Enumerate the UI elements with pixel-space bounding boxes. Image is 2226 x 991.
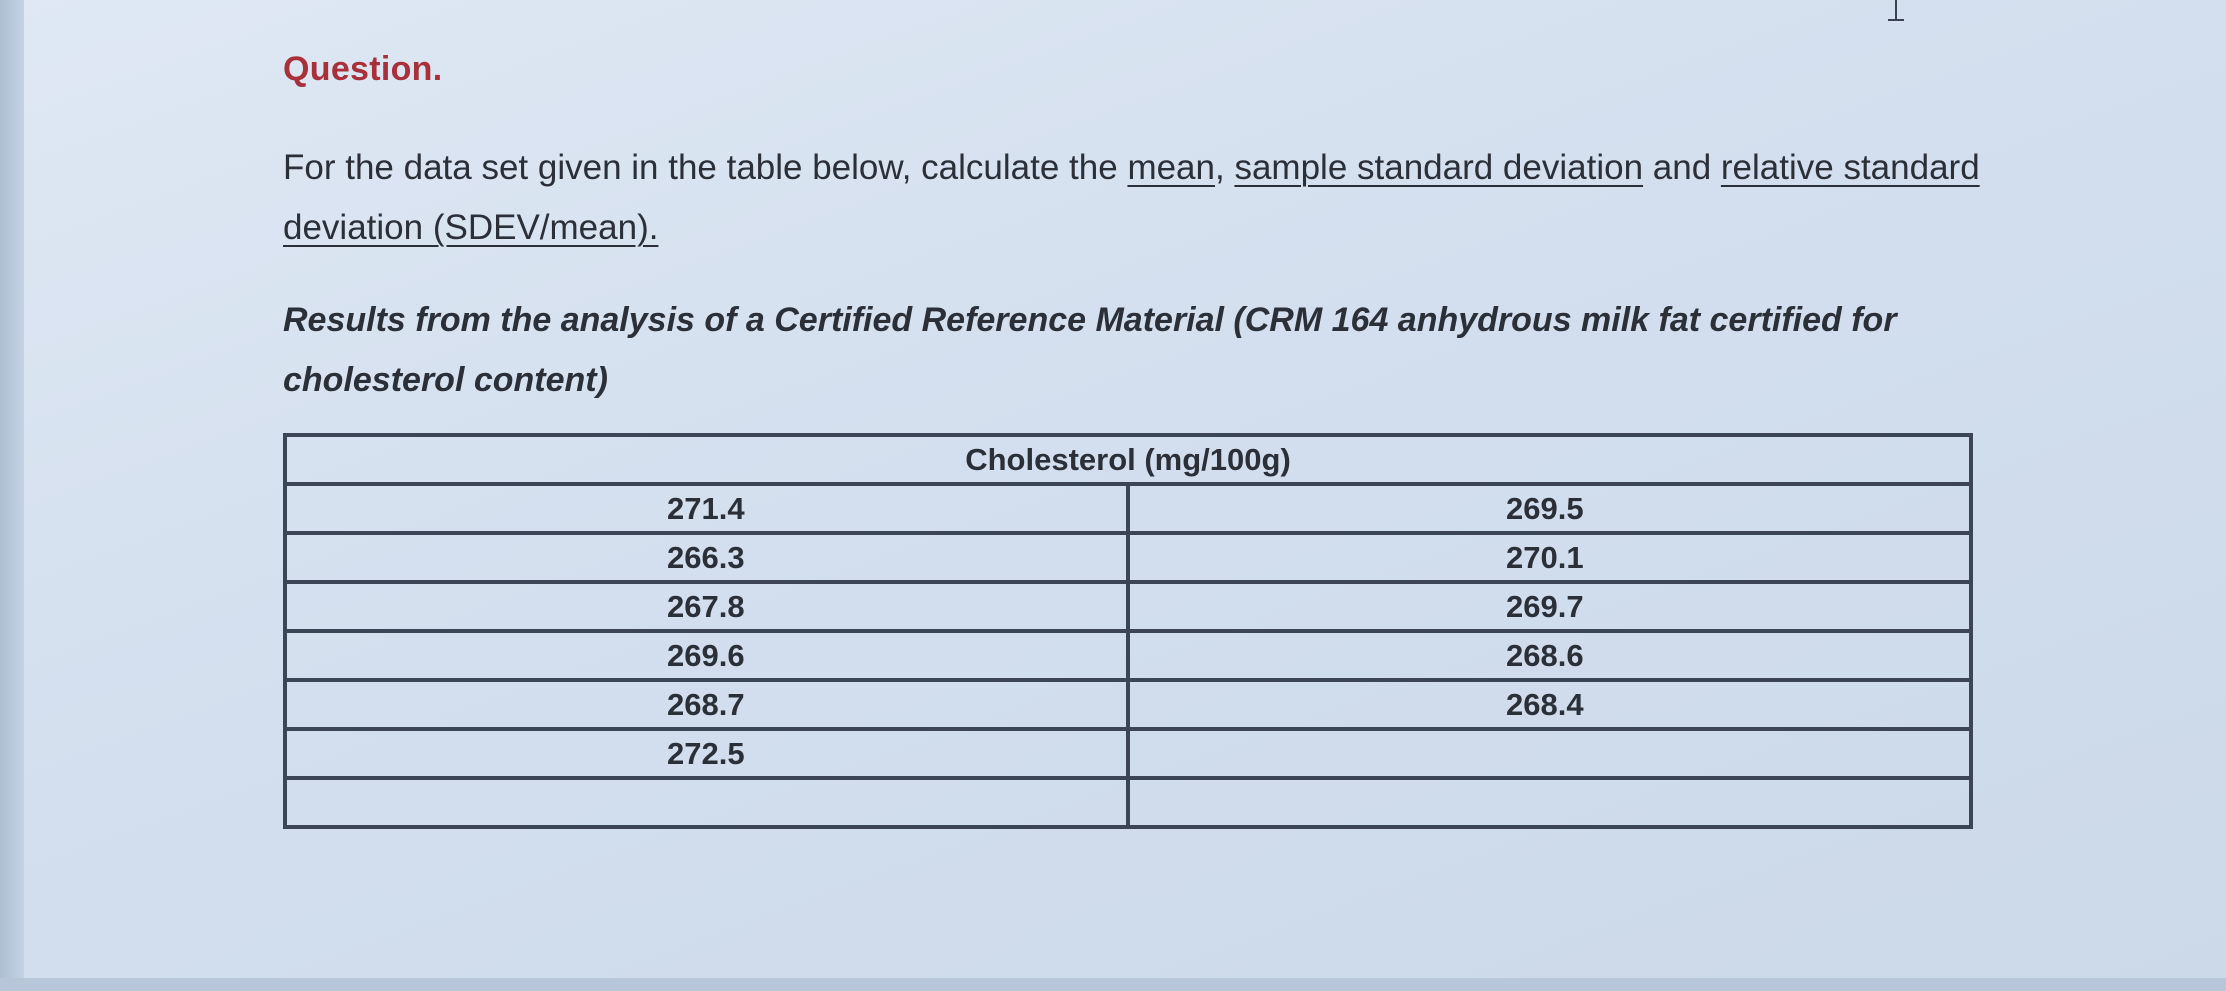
table-cell: 268.7 [285,680,1128,729]
term-sample-standard-deviation: sample standard deviation [1234,148,1644,187]
table-cell: 267.8 [285,582,1128,631]
table-cell: 270.1 [1128,533,1971,582]
table-header-row [285,435,1971,484]
question-heading: Question. [283,50,443,88]
table-cell: 269.5 [1128,484,1971,533]
table-row [285,631,1971,680]
question-sep-2: and [1643,148,1721,187]
table-cell: 268.6 [1128,631,1971,680]
table-cell: 271.4 [285,484,1128,533]
table-row [285,778,1971,827]
table-cell: 266.3 [285,533,1128,582]
table-row [285,680,1971,729]
cholesterol-table-container [283,433,1973,827]
table-row [285,729,1971,778]
table-row [285,484,1971,533]
table-cell: 269.7 [1128,582,1971,631]
question-intro: For the data set given in the table below, calculate the [283,148,1128,187]
question-text [283,138,1983,258]
term-mean: mean [1127,148,1215,187]
text-cursor-icon [1886,0,1906,22]
question-sep-1: , [1215,148,1235,187]
table-header-cell: Cholesterol (mg/100g) [285,435,1971,484]
term-relative-standard-deviation: relative standard deviation (SDEV/mean). [283,148,1980,247]
table-row [285,582,1971,631]
table-cell [1128,778,1971,827]
table-cell: 268.4 [1128,680,1971,729]
table-cell: 269.6 [285,631,1128,680]
cholesterol-table [283,433,1973,829]
left-margin-strip [0,0,24,991]
table-cell [285,778,1128,827]
data-source-subtitle: Results from the analysis of a Certified Reference Material (CRM 164 anhydrous milk fat certified for cholesterol content) [283,301,1897,399]
table-cell [1128,729,1971,778]
table-row [285,533,1971,582]
bottom-edge [0,978,2226,991]
table-cell: 272.5 [285,729,1128,778]
